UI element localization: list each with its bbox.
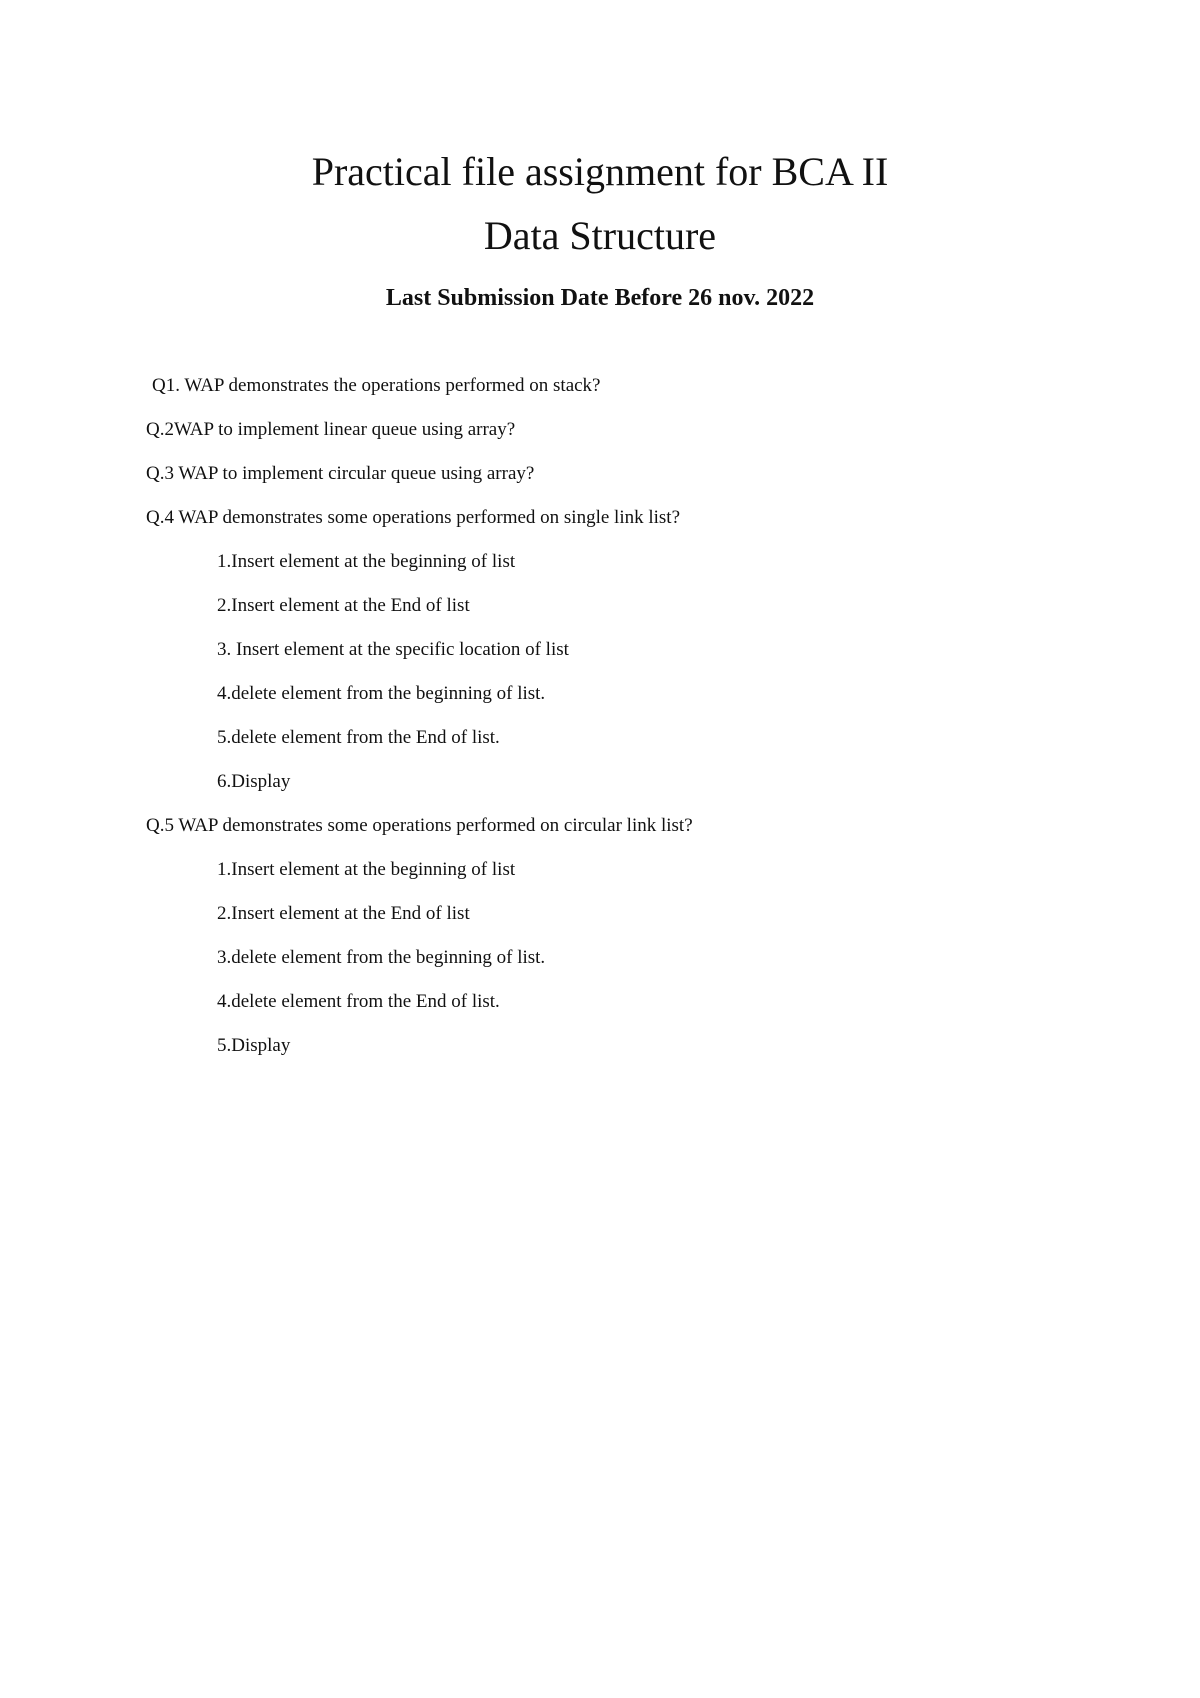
question-4-item: 3. Insert element at the specific location of list [217,639,569,660]
question-4-item: 2.Insert element at the End of list [217,595,470,616]
question-5-item: 4.delete element from the End of list. [217,991,500,1012]
document-title: Practical file assignment for BCA II [311,149,889,194]
question-4-item: 1.Insert element at the beginning of list [217,551,516,572]
question-5-item: 2.Insert element at the End of list [217,903,470,924]
question-5-item: 3.delete element from the beginning of list. [217,947,546,968]
question-4: Q.4 WAP demonstrates some operations performed on single link list? [146,507,681,528]
question-2: Q.2WAP to implement linear queue using array? [146,419,516,440]
question-5: Q.5 WAP demonstrates some operations performed on circular link list? [146,815,693,836]
question-3: Q.3 WAP to implement circular queue using array? [146,463,535,484]
subject-heading: Data Structure [483,213,717,258]
question-1: Q1. WAP demonstrates the operations performed on stack? [152,375,601,396]
submission-deadline: Last Submission Date Before 26 nov. 2022 [385,285,815,311]
question-5-item: 5.Display [217,1035,291,1056]
question-4-item: 6.Display [217,771,291,792]
question-4-item: 5.delete element from the End of list. [217,727,500,748]
question-4-item: 4.delete element from the beginning of list. [217,683,546,704]
question-5-item: 1.Insert element at the beginning of list [217,859,516,880]
